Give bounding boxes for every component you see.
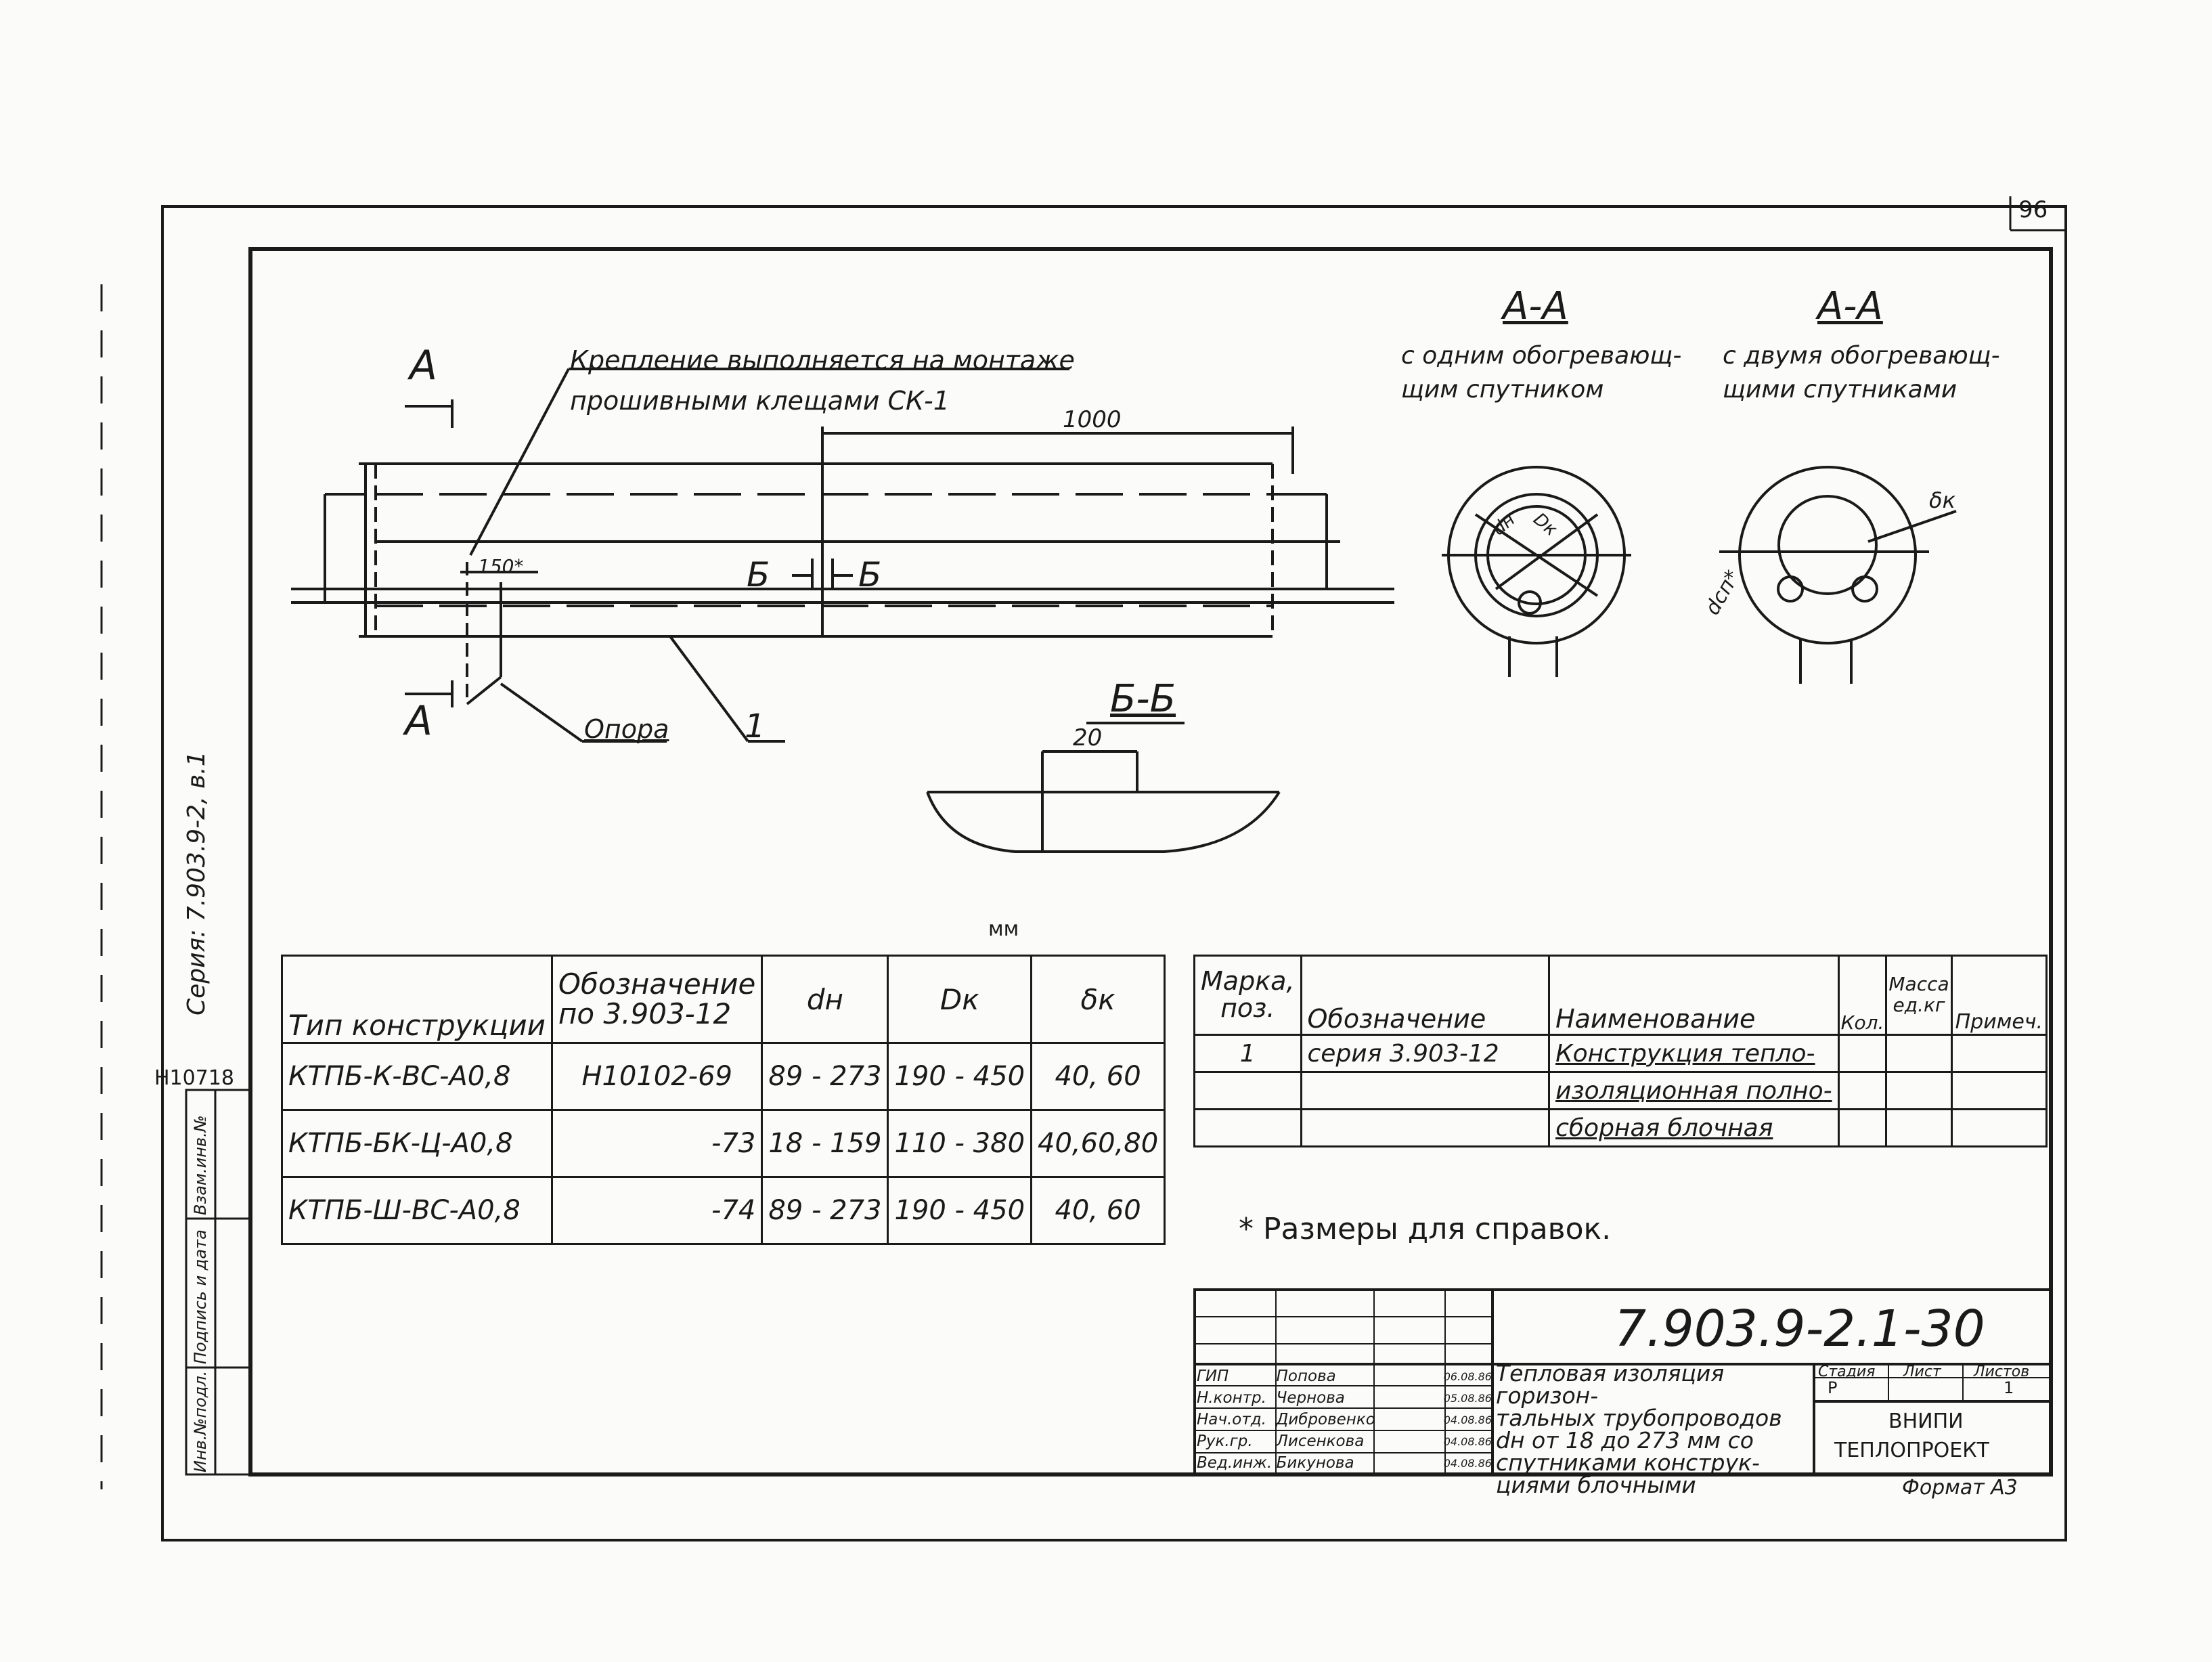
title-line: тальных трубопроводов [1496, 1405, 1782, 1431]
cut-label-right: Б [858, 555, 882, 594]
mounting-callout-2: прошивными клещами СК-1 [570, 386, 950, 416]
reference-note: * Размеры для справок. [1239, 1212, 1612, 1246]
sheet-number: 96 [2018, 196, 2048, 223]
role: Рук.гр. [1197, 1433, 1253, 1450]
header-dn: dн [762, 956, 888, 1043]
section-aa2-subtitle-2: щими спутниками [1723, 376, 1957, 403]
cell [1301, 1072, 1549, 1110]
cell: 190 - 450 [888, 1043, 1032, 1110]
sheet-header: Лист [1903, 1363, 1941, 1380]
section-aa2-subtitle-1: с двумя обогревающ- [1723, 342, 2000, 370]
stamp-label-sign: Подпись и дата [191, 1229, 210, 1364]
date: 04.08.86 [1443, 1456, 1492, 1470]
name: Попова [1276, 1368, 1336, 1385]
cell [1886, 1072, 1951, 1110]
cell [1301, 1110, 1549, 1147]
series-label: Серия: 7.903.9-2, в.1 [183, 751, 211, 1015]
cell [1886, 1035, 1951, 1072]
name: Чернова [1276, 1389, 1345, 1407]
cell: 110 - 380 [888, 1110, 1032, 1177]
table-row [1195, 1110, 2047, 1147]
document-code: 7.903.9-2.1-30 [1614, 1300, 1985, 1358]
mounting-callout-1: Крепление выполняется на монтаже [570, 345, 1075, 375]
header-mass: Масса ед.кг [1886, 956, 1951, 1035]
length-dimension: 1000 [1063, 406, 1122, 433]
cell [1951, 1035, 2046, 1072]
sheets-value: 1 [2004, 1378, 2014, 1397]
section-bb-dimension: 20 [1073, 724, 1103, 751]
constructions-table [281, 955, 1166, 1245]
cell [1195, 1072, 1302, 1110]
title-line: циями блочными [1496, 1472, 1696, 1498]
role-row [1197, 1365, 1492, 1387]
cell: КТПБ-К-ВС-А0,8 [282, 1043, 552, 1110]
header-bk: δк [1032, 956, 1165, 1043]
header-type: Тип конструкции [282, 956, 552, 1043]
title-line: Тепловая изоляция горизон- [1496, 1360, 1725, 1409]
date: 04.08.86 [1443, 1435, 1492, 1448]
section-aa1-subtitle-2: щим спутником [1401, 376, 1604, 403]
cell [1886, 1110, 1951, 1147]
cell [1838, 1035, 1886, 1072]
name: Бикунова [1276, 1454, 1354, 1472]
cell: Конструкция тепло- [1549, 1035, 1839, 1072]
position-label: 1 [745, 707, 766, 745]
cell [1838, 1110, 1886, 1147]
name: Лисенкова [1276, 1433, 1365, 1450]
date: 04.08.86 [1443, 1413, 1492, 1426]
cell: серия 3.903-12 [1301, 1035, 1549, 1072]
label-dn: dн [1488, 509, 1520, 540]
cell: 89 - 273 [762, 1177, 888, 1244]
inventory-number: Н10718 [154, 1066, 234, 1090]
cell [1951, 1110, 2046, 1147]
role-row [1197, 1430, 1492, 1452]
cell: КТПБ-БК-Ц-А0,8 [282, 1110, 552, 1177]
org-line-2: ТЕПЛОПРОЕКТ [1834, 1439, 1989, 1462]
cell: 40,60,80 [1032, 1110, 1165, 1177]
cell: 190 - 450 [888, 1177, 1032, 1244]
role: Н.контр. [1197, 1389, 1266, 1407]
table-row [1195, 1035, 2047, 1072]
name: Дибровенко [1276, 1411, 1375, 1428]
section-aa1-subtitle-1: с одним обогревающ- [1401, 342, 1682, 370]
header-dk: Dк [888, 956, 1032, 1043]
role-row [1197, 1387, 1492, 1409]
header-mark: Марка, поз. [1195, 956, 1302, 1035]
section-aa1-title: А-А [1503, 284, 1568, 328]
support-label: Опора [584, 714, 669, 744]
section-mark-bottom: А [405, 697, 433, 745]
header-name: Наименование [1549, 956, 1839, 1035]
section-aa2-title: А-А [1817, 284, 1883, 328]
role: Вед.инж. [1197, 1454, 1273, 1472]
sheet-format: Формат А3 [1902, 1476, 2018, 1500]
cut-label-left: Б [747, 555, 770, 594]
cell: 18 - 159 [762, 1110, 888, 1177]
label-bk: δк [1929, 487, 1955, 513]
title-line: спутниками конструк- [1496, 1449, 1760, 1476]
cell: КТПБ-Ш-ВС-А0,8 [282, 1177, 552, 1244]
stamp-label-replace: Взам.инв.№ [191, 1115, 210, 1215]
label-dk: Dк [1529, 509, 1562, 540]
cell: 40, 60 [1032, 1177, 1165, 1244]
org-line-1: ВНИПИ [1888, 1409, 1964, 1433]
cell [1195, 1110, 1302, 1147]
header-qty: Кол. [1838, 956, 1886, 1035]
title-line: dн от 18 до 273 мм со [1496, 1427, 1754, 1453]
role-row [1197, 1452, 1492, 1474]
cell: 40, 60 [1032, 1043, 1165, 1110]
role: ГИП [1197, 1368, 1229, 1385]
cell [1838, 1072, 1886, 1110]
cell: -74 [552, 1177, 761, 1244]
date: 05.08.86 [1443, 1391, 1492, 1405]
role: Нач.отд. [1197, 1411, 1266, 1428]
role-row [1197, 1409, 1492, 1430]
cell: -73 [552, 1110, 761, 1177]
section-bb-title: Б-Б [1110, 677, 1176, 721]
specification-table [1193, 955, 2048, 1147]
date: 06.08.86 [1443, 1370, 1492, 1383]
table-row [282, 1110, 1165, 1177]
header-designation: Обозначение по 3.903-12 [552, 956, 761, 1043]
table-row [282, 1043, 1165, 1110]
stage-value: Р [1828, 1378, 1838, 1397]
header-notes: Примеч. [1951, 956, 2046, 1035]
cell [1951, 1072, 2046, 1110]
offset-dimension: 150* [478, 555, 524, 577]
cell: изоляционная полно- [1549, 1072, 1839, 1110]
title-block-roles [1197, 1365, 1492, 1474]
cell: сборная блочная [1549, 1110, 1839, 1147]
label-dsp: dсп* [1700, 566, 1745, 619]
title-text [1496, 1362, 1813, 1496]
header-designation: Обозначение [1301, 956, 1549, 1035]
cell: Н10102-69 [552, 1043, 761, 1110]
cell: 89 - 273 [762, 1043, 888, 1110]
sheets-header: Листов [1974, 1363, 2030, 1380]
cell: 1 [1195, 1035, 1302, 1072]
section-mark-top: А [410, 342, 438, 389]
units-label: мм [988, 917, 1019, 941]
stage-header: Стадия [1818, 1363, 1876, 1380]
stamp-label-inv: Инв.№подл. [191, 1370, 210, 1472]
table-row [1195, 1072, 2047, 1110]
table-row [282, 1177, 1165, 1244]
